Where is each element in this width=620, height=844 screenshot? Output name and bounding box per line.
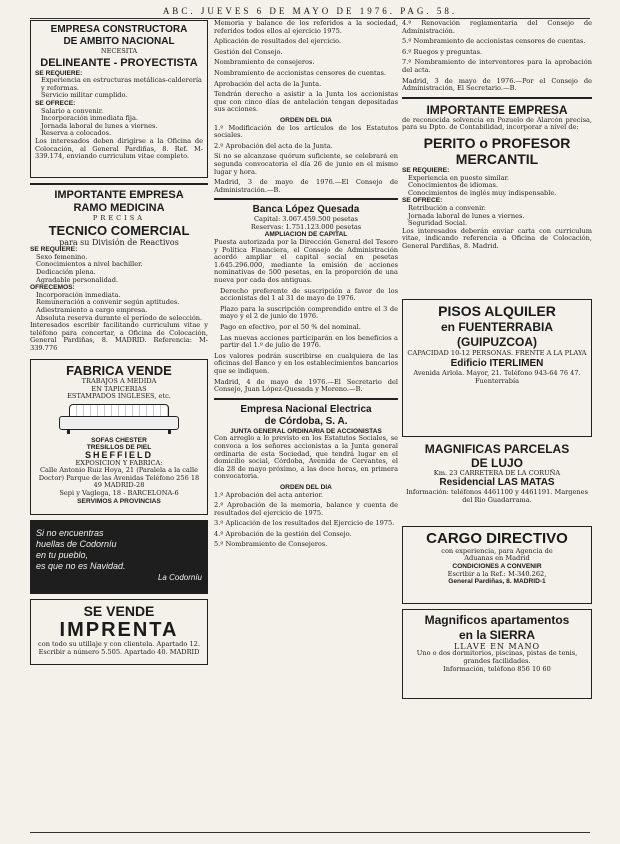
signature-line: Madrid, 3 de mayo de 1976.—El Consejo de Administración.—B. (214, 178, 398, 194)
ad-capital: Capital: 3.067.459.500 pesetas (253, 215, 359, 224)
ad-section: SE OFRECE: (35, 99, 76, 107)
list-item: 5.º Nombramiento de Consejeros. (214, 540, 328, 549)
ad-parcelas (402, 442, 592, 526)
notice-top (402, 20, 592, 93)
ad-reservas: Reservas: 1.751.123.000 pesetas (250, 222, 362, 231)
ad-section: SE REQUIERE: (402, 166, 450, 174)
ad-product: SOFAS CHESTER (91, 436, 147, 444)
paragraph: Tendrán derecho a asistir a la Junta los accionistas que con cinco días de antelación tengan depositadas sus acciones. (214, 90, 398, 114)
list-item: Retribución a convenir. (408, 203, 486, 212)
ad-text: CONDICIONES A CONVENIR (452, 562, 542, 570)
ad-subtitle: ESTAMPADOS INGLESES, etc. (67, 392, 171, 401)
sofa-illustration (59, 404, 179, 434)
list-item: Jornada laboral de lunes a viernes. (408, 211, 525, 220)
ad-position: MERCANTIL (455, 150, 539, 167)
list-item: Pago en efectivo, por el 50 % del nominal. (220, 323, 361, 331)
ad-title: DE LUJO (470, 455, 523, 470)
ad-sierra (402, 609, 592, 699)
paragraph: Si no se alcanzase quórum suficiente, se celebrará en segunda convocatoria el día 26 de junio en el mismo lugar y hora. (214, 152, 398, 176)
signature-line: Madrid, 3 de mayo de 1976.—Por el Consejo de Administración, El Secretario.—B. (402, 76, 592, 93)
list-item: 2.º Aprobación del acta de la Junta. (214, 141, 333, 150)
ad-subtitle: Residencial LAS MATAS (439, 477, 555, 489)
ad-text: con experiencia, para Agencia de (441, 546, 553, 555)
ad-subtitle: TRABAJOS A MEDIDA (81, 377, 157, 385)
ad-position: DELINEANTE - PROYECTISTA (40, 56, 198, 69)
list-item: Salario a convenir. (41, 106, 104, 115)
ad-text: Aduanas en Madrid (464, 554, 530, 563)
ad-cargo (402, 526, 592, 604)
list-item: Adiestramiento a cargo empresa. (36, 305, 148, 314)
ad-title: Banca López Quesada (252, 204, 360, 216)
list-item: 3.º Aplicación de los resultados del Ejercicio de 1975. (214, 519, 395, 528)
ad-title: Magnificos apartamentos (424, 612, 570, 627)
list-item: Conocimientos a nivel bachiller. (36, 260, 143, 269)
ad-edificio: Edificio ITERLIMEN (450, 358, 544, 370)
ad-subtitle: LLAVE EN MANO (453, 641, 541, 651)
ad-cordoba (214, 404, 398, 549)
paragraph: de reconocida solvencia en Pozuelo de Alarcón precisa, para su Dpto. de Contabilidad, incorporar a nivel de: (402, 115, 592, 132)
ad-brand: SHEFFIELD (84, 449, 153, 460)
list-item: Incorporación inmediata. (36, 290, 121, 299)
list-item: Conocimientos de idiomas. (408, 181, 498, 190)
list-item: Incorporación inmediata fija. (41, 114, 138, 123)
ad-text: es que no es Navidad. (36, 561, 126, 571)
ad-ramo-medicina (30, 189, 208, 359)
ad-title: (GUIPUZCOA) (457, 334, 537, 349)
ad-text: con todo su utillaje y con clientela. Apartado 12. Escribir a número 5.505. Apartado 40. MADRID (38, 640, 200, 656)
ad-contact: Interesados escribir facilitando curriculum vitae y teléfono para concertar, a Oficina de Colocación, General Pardiñas, 8. MADRID. Referencia: M-339.776 (30, 321, 208, 352)
list-item: 6.º Ruegos y preguntas. (402, 47, 483, 56)
ad-title: FABRICA VENDE (66, 363, 172, 378)
ad-title: Empresa Nacional Electrica (240, 403, 372, 415)
paragraph: Puesta autorizada por la Dirección General del Tesoro y Política Financiera, el Consejo de Administración acordó ampliar el capital social en pesetas 1.645.296.000, mediante la emisión de acciones nominativas de 500 pesetas, en la proporción de una nueva por cada dos antiguas. (214, 238, 398, 285)
ad-contact: Información: teléfonos 4461100 y 4461191. Margenes del Rio Guadarrama. (406, 488, 588, 504)
ad-title: DE AMBITO NACIONAL (63, 36, 175, 47)
list-item: Gestión del Consejo. (214, 47, 283, 56)
ad-title: IMPRENTA (59, 619, 179, 641)
list-item: Conocimientos de inglés muy indispensable. (408, 188, 557, 197)
ad-contact: Los interesados deben dirigirse a la Oficina de Colocación, al General Pardiñas, 8. Ref. M-339.174, enviando curriculum vitae completo. (35, 136, 203, 161)
paragraph: Con arreglo a lo previsto en los Estatutos Sociales, se convoca a los señores accionistas a la Junta general ordinaria de esta Sociedad, que tendrá lugar en el domicilio social, Córdoba, Avenida de Cervantes, el día 28 de mayo próximo, a las doce horas, en primera convocatoria. (214, 434, 398, 481)
ad-position: PERITO o PROFESOR (423, 134, 571, 151)
ad-contact: Los interesados deberán enviar carta con curriculum vitae, indicando referencia a Oficina de Colocación, General Pardiñas, 8. Madrid. (402, 226, 592, 250)
ad-section: SE REQUIERE: (35, 69, 83, 77)
section-heading: JUNTA GENERAL ORDINARIA DE ACCIONISTAS (230, 427, 382, 435)
ad-title: de Córdoba, S. A. (264, 415, 348, 427)
ad-address: Sepi y Vaglega, 18 - BARCELONA-6 (59, 488, 179, 497)
ad-label: EXPOSICION Y FABRICA: (75, 458, 163, 467)
header-rule (30, 18, 590, 19)
list-item: Plazo para la suscripción comprendido entre el 3 de mayo y el 2 de junio de 1976. (220, 304, 398, 321)
ad-label: PRECISA (92, 214, 146, 222)
list-item: Jornada laboral de lunes a viernes. (41, 121, 158, 130)
column-3 (402, 20, 592, 830)
ad-text: en tu pueblo, (36, 550, 89, 560)
list-item: 5.º Nombramiento de accionistas censores de cuentas. (402, 37, 586, 46)
page-header: ABC. JUEVES 6 DE MAYO DE 1976. PAG. 58. (162, 6, 458, 16)
section-heading: AMPLIACION DE CAPITAL (264, 231, 348, 239)
signature-line: Madrid, 4 de mayo de 1976.—El Secretario del Consejo, Juan López-Quesada y Moreno.—B. (214, 377, 398, 394)
ad-text: Uno o dos dormitorios, piscinas, pistas de tenis, grandes facilidades. (416, 649, 578, 665)
ad-pisos (402, 299, 592, 437)
ad-title: IMPORTANTE EMPRESA (426, 102, 568, 117)
list-item: Dedicación plena. (36, 267, 96, 276)
ad-text: huellas de Codorníu (36, 539, 117, 549)
ad-banca (214, 204, 398, 393)
column-1 (30, 20, 208, 830)
list-item: Experiencia en puesto similar. (408, 173, 510, 182)
paragraph: Los valores podrán suscribirse en cualquiera de las oficinas del Banco y en los establecimientos bancarios que se indiquen. (214, 351, 398, 375)
ad-subtitle: EN TAPICERIAS (91, 384, 147, 393)
ad-title: RAMO MEDICINA (73, 202, 165, 214)
list-item: Sexo femenino. (36, 252, 88, 261)
ad-text: Si no encuentras (36, 528, 104, 538)
divider (214, 198, 398, 200)
ad-title: CARGO DIRECTIVO (426, 529, 568, 547)
ad-contact: Avenida Arlola. Mayor, 21. Teléfono 943-64 76 47. Fuenterrabía (413, 369, 581, 385)
ad-contact: General Pardiñas, 8. MADRID-1 (448, 578, 546, 586)
column-2 (214, 20, 398, 830)
ad-codorniu (30, 520, 208, 594)
list-item: 2.º Aprobación de la memoria, balance y cuenta de resultados del ejercicio de 1975. (214, 501, 398, 517)
ad-title: SE VENDE (83, 603, 155, 619)
list-item: Derecho preferente de suscripción a favor de los accionistas del 1 al 31 de mayo de 1976. (220, 286, 398, 303)
list-item: Las nuevas acciones participarán en los beneficios a partir del 1.º de julio de 1976. (220, 333, 398, 350)
list-item: Nombramiento de consejeros. (214, 58, 315, 67)
ad-contact: Información, teléfono 856 10 60 (443, 664, 551, 673)
ad-footer: SERVIMOS A PROVINCIAS (77, 497, 161, 505)
ad-title: PISOS ALQUILER (438, 302, 556, 319)
ad-brand: La Codorníu (157, 573, 202, 582)
section-heading: ORDEN DEL DIA (280, 116, 332, 124)
ad-fabrica (30, 359, 208, 515)
ad-section: OFRECEMOS: (30, 284, 75, 292)
list-item: Seguridad Social. (408, 219, 468, 228)
divider (214, 398, 398, 400)
ad-address: Calle Antonio Ruiz Hoya, 21 (Paralela a la calle Doctor) Parque de las Avenidas Teléfono 256 18 49 MADRID-28 (38, 466, 200, 490)
ad-text: Km. 23 CARRETERA DE LA CORUÑA (433, 468, 561, 477)
ad-subtitle: para su División de Reactivos (59, 237, 179, 247)
ad-title: IMPORTANTE EMPRESA (54, 189, 184, 201)
list-item: 1.º Modificación de los artículos de los Estatutos sociales. (214, 123, 398, 140)
ad-title: EMPRESA CONSTRUCTORA (50, 24, 188, 35)
ad-title: en FUENTERRABIA (440, 319, 553, 334)
divider (402, 97, 592, 99)
footer-rule (30, 832, 590, 833)
list-item: Servicio militar cumplido. (41, 91, 128, 100)
list-item: Nombramiento de accionistas censores de cuentas. (214, 68, 387, 77)
ad-imprenta (30, 599, 208, 665)
ad-section: SE OFRECE: (402, 197, 443, 205)
list-item: Aprobación del acta de la Junta. (214, 79, 322, 88)
list-item: Agradable personalidad. (36, 275, 119, 284)
ad-empresa-constructora (30, 20, 208, 178)
notice-top (214, 20, 398, 194)
list-item: Memoria y balance de los referidos a la sociedad, referidos todos ellos al ejercicio 1975. (214, 20, 398, 35)
divider (30, 183, 208, 185)
ad-section: SE REQUIERE: (30, 246, 78, 254)
list-item: 1.º Aprobación del acta anterior. (214, 490, 323, 499)
list-item: Remuneración a convenir según aptitudes. (36, 298, 180, 307)
ad-perito (402, 103, 592, 299)
list-item: 4.º Aprobación de la gestión del Consejo. (214, 529, 352, 538)
list-item: Aplicación de resultados del ejercicio. (214, 37, 342, 46)
ad-title: MAGNIFICAS PARCELAS (424, 441, 570, 456)
list-item: Reserva a colocados. (41, 129, 112, 138)
section-heading: ORDEN DEL DIA (280, 483, 332, 491)
ad-text: CAPACIDAD 10-12 PERSONAS. FRENTE A LA PLAYA (407, 348, 587, 357)
list-item: 4.º Renovación reglamentaria del Consejo de Administración. (402, 20, 592, 35)
ad-title: en la SIERRA (458, 627, 536, 642)
list-item: Absoluta reserva durante el período de selección. (36, 313, 203, 322)
ad-position: TECNICO COMERCIAL (48, 222, 190, 238)
ad-contact: Escribir a la Ref.: M-340.262, (447, 569, 547, 578)
list-item: Experiencia en estructuras metálicas-calderería y reformas. (41, 76, 202, 92)
list-item: 7.º Nombramiento de interventores para la aprobación del acta. (402, 58, 592, 74)
ad-product: TRESILLOS DE PIEL (86, 444, 152, 452)
ad-label: NECESITA (100, 47, 138, 55)
